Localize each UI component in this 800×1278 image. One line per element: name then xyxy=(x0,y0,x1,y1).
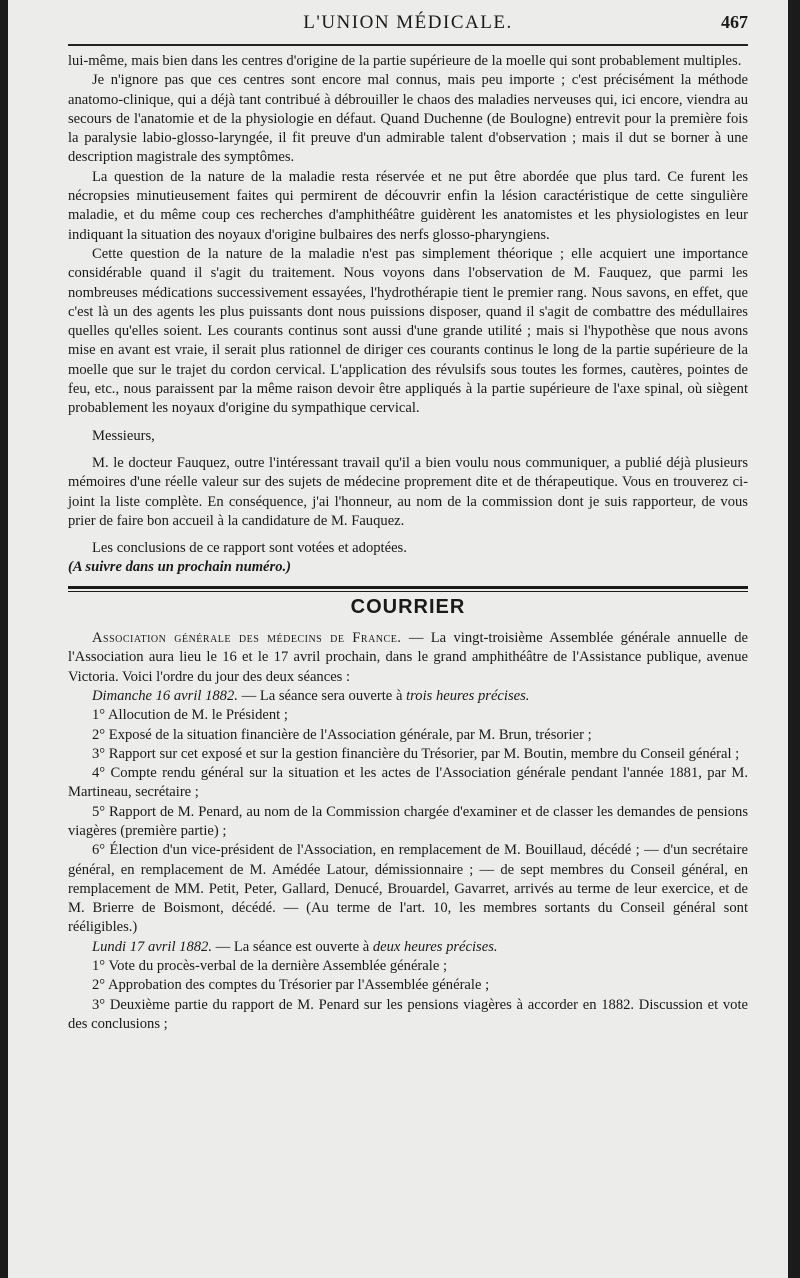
spacer xyxy=(68,531,748,539)
agenda-item: 1° Allocution de M. le Président ; xyxy=(92,707,288,724)
agenda-item: 6° Élection d'un vice-président de l'Association, en remplacement de M. Bouillaud, décédé ; — d'un secrétaire général, en remplacement de M. Amédée Latour, démissionnaire ; — de sept membres du Conseil général, en remplacement de MM. Petit, Peter, Gallard, Denucé, Brouardel, Gavarret, arrivés au terme de leur exercice, et de M. Brierre de Boismont, décédé. — (Au terme de l'art. 10, les membres sortants du Conseil général sont rééligibles.) xyxy=(68,842,748,936)
body-text xyxy=(68,52,748,1034)
agenda-item: 5° Rapport de M. Penard, au nom de la Commission chargée d'examiner et de classer les demandes de pensions viagères (première partie) ; xyxy=(68,803,748,839)
agenda-item: 1° Vote du procès-verbal de la dernière Assemblée générale ; xyxy=(92,958,448,975)
spacer xyxy=(68,419,748,427)
session-1-time: trois heures précises. xyxy=(406,687,530,704)
intro-text: — La vingt-troisième Assemblée générale annuelle de l'Association aura lieu le 16 et le 17 avril prochain, dans le grand amphithéâtre de l'Assistance publique, avenue Victoria. Voici l'ordre du jour des deux séances : xyxy=(68,630,748,685)
session-2-heading xyxy=(68,938,748,957)
continuation-note: (A suivre dans un prochain numéro.) xyxy=(68,559,292,576)
session-2-date: Lundi 17 avril 1882. xyxy=(92,938,212,955)
running-title: L'UNION MÉDICALE. xyxy=(303,12,513,33)
session-1-text: — La séance sera ouverte à xyxy=(237,687,407,704)
paragraph-4: Cette question de la nature de la maladie n'est pas simplement théorique ; elle acquiert une importance considérable quand il s'agit du traitement. Nous voyons dans l'observation de M. Fauquez, que parmi les nombreuses médications successivement essayées, l'hydrothérapie tient le premier rang. Nous savons, en effet, que c'est là un des agents les plus puissants dont nous puissions disposer, quand il s'agit de combattre des médullaires quelles qu'elles soient. Les courants continus sont aussi d'une grande utilité ; mais si l'hypothèse que nous avons mise en avant est vraie, il serait plus rationnel de diriger ces courants continus le long de la partie supérieure de la moelle que sur le trajet du cordon cervical. L'application des révulsifs sous toutes les formes, cautères, pointes de feu, etc., nous paraissent par la même raison devoir être appliqués à la partie supérieure de l'axe spinal, où siègent probablement les noyaux d'origine du sympathique cervical. xyxy=(68,245,748,417)
journal-page xyxy=(8,0,788,1278)
page-header xyxy=(68,8,748,38)
paragraph-2: Je n'ignore pas que ces centres sont encore mal connus, mais peu importe ; c'est précisément la méthode anatomo-clinique, qui a déjà tant contribué à débrouiller le chaos des maladies nerveuses qui, ici encore, viendra au secours de l'anatomie et de la physiologie en défaut. Quand Duchenne (de Boulogne) entrevit pour la première fois la paralysie labio-glosso-laryngée, il fit preuve d'un admirable talent d'observation ; mais il dut se borner à une description magistrale des symptômes. xyxy=(68,72,748,166)
session-2-text: — La séance est ouverte à xyxy=(212,938,373,955)
session-1-date: Dimanche 16 avril 1882. xyxy=(92,687,238,704)
paragraph-1: lui-même, mais bien dans les centres d'origine de la partie supérieure de la moelle qui sont probablement multiples. xyxy=(68,53,742,69)
agenda-item: 3° Rapport sur cet exposé et sur la gestion financière du Trésorier, par M. Boutin, membre du Conseil général ; xyxy=(92,745,740,762)
paragraph-3: La question de la nature de la maladie resta réservée et ne put être abordée que plus tard. Ce furent les nécropsies minutieusement faites qui permirent de découvrir enfin la lésion caractéristique de cette singulière maladie, et du même coup ces recherches d'amphithéâtre guidèrent les anatomistes et les physiologistes en leur indiquant la situation des noyaux d'origine bulbaires des nerfs glosso-pharyngiens. xyxy=(68,168,748,243)
agenda-item: 3° Deuxième partie du rapport de M. Penard sur les pensions viagères à accorder en 1882. Discussion et vote des conclusions ; xyxy=(68,996,748,1032)
courrier-intro xyxy=(68,629,748,687)
session-2-time: deux heures précises. xyxy=(372,938,498,955)
association-name: Association générale des médecins de France. xyxy=(92,630,402,647)
section-rule-thin xyxy=(68,591,748,592)
header-rule xyxy=(68,44,748,46)
salutation: Messieurs, xyxy=(92,427,155,444)
paragraph-5: M. le docteur Fauquez, outre l'intéressant travail qu'il a bien voulu nous communiquer, a publié déjà plusieurs mémoires d'une réelle valeur sur des sujets de médecine proprement dite et de thérapeutique. Vous en trouverez ci-joint la liste complète. En conséquence, j'ai l'honneur, au nom de la commission dont je suis rapporteur, de vous prier de faire bon accueil à la candidature de M. Fauquez. xyxy=(68,454,748,529)
section-rule xyxy=(68,586,748,589)
agenda-item: 2° Exposé de la situation financière de l'Association générale, par M. Brun, trésorier ; xyxy=(92,726,592,743)
page-number: 467 xyxy=(721,12,748,32)
agenda-item: 2° Approbation des comptes du Trésorier par l'Assemblée générale ; xyxy=(92,977,490,994)
spacer xyxy=(68,446,748,454)
agenda-item: 4° Compte rendu général sur la situation et les actes de l'Association générale pendant l'année 1881, par M. Martineau, secrétaire ; xyxy=(68,765,748,801)
session-1-heading xyxy=(68,687,748,706)
paragraph-6: Les conclusions de ce rapport sont votées et adoptées. xyxy=(92,540,407,557)
section-title: COURRIER xyxy=(350,595,466,618)
